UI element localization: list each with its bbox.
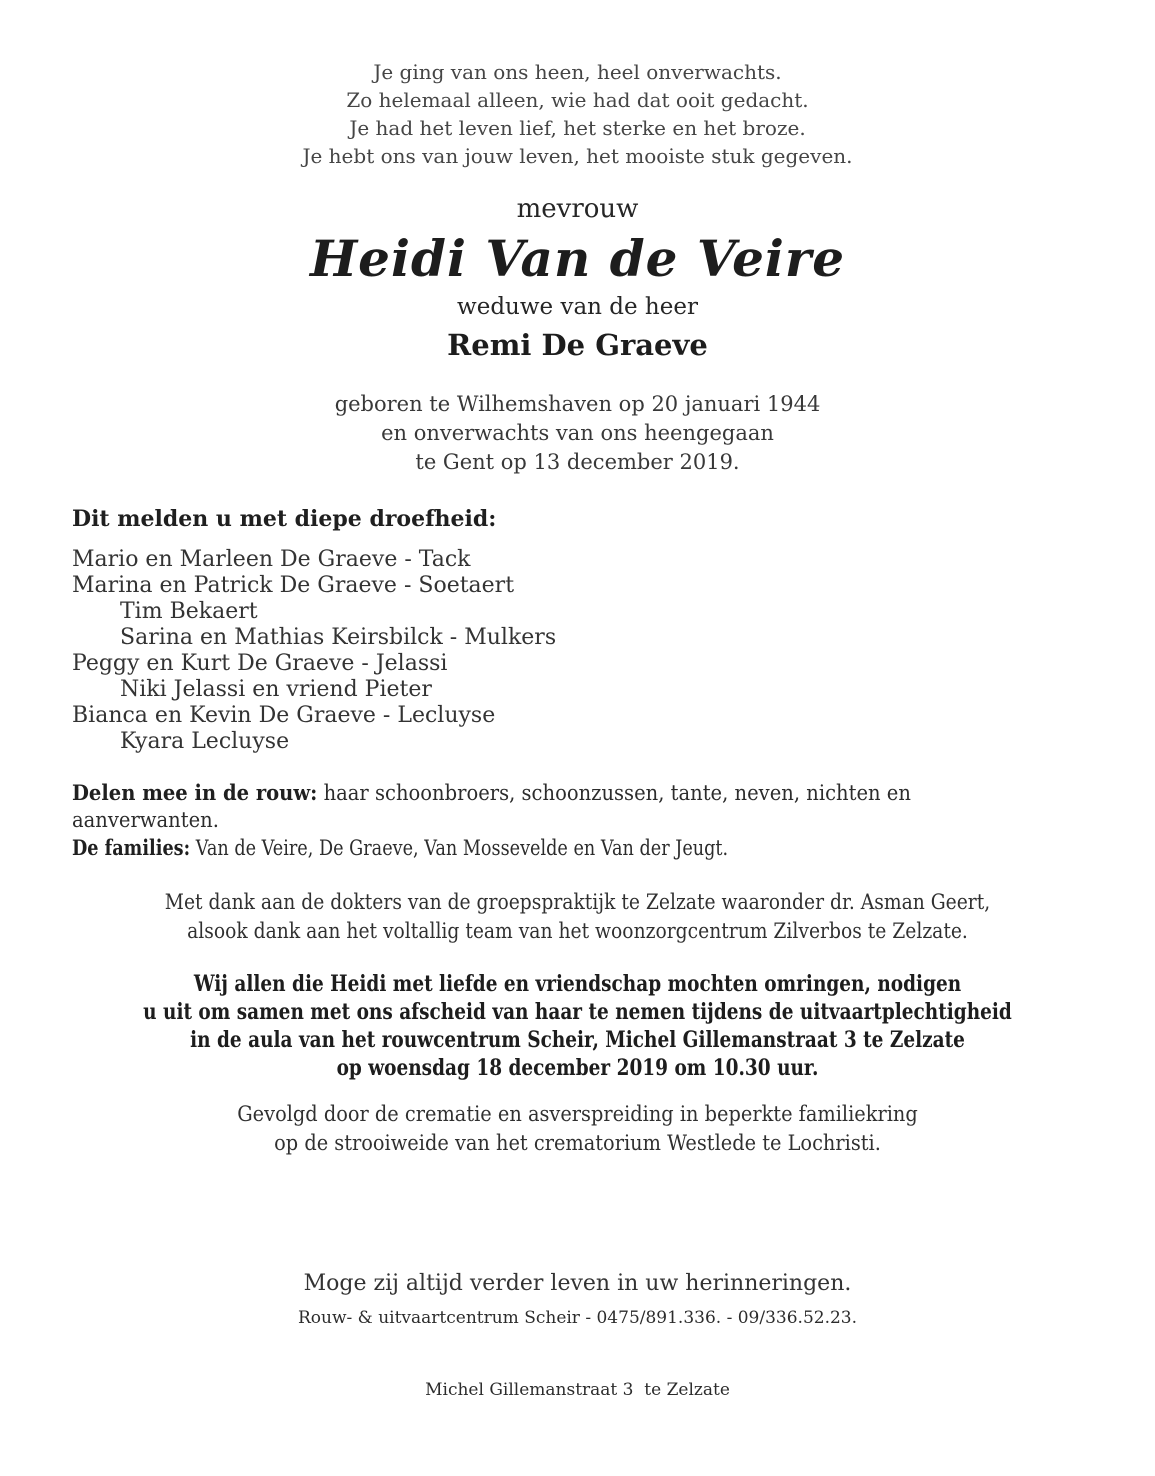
poem-line: Je ging van ons heen, heel onverwachts.: [373, 60, 782, 84]
family-member: Marina en Patrick De Graeve - Soetaert: [72, 573, 515, 598]
death-line-2: te Gent op 13 december 2019.: [415, 450, 740, 474]
acknowledgements: [75, 888, 1080, 946]
family-member: Mario en Marleen De Graeve - Tack: [72, 547, 471, 572]
invitation-line: in de aula van het rouwcentrum Scheir, Michel Gillemanstraat 3 te Zelzate: [190, 1027, 965, 1053]
poem-line: Zo helemaal alleen, wie had dat ooit gedacht.: [346, 88, 809, 112]
family-member: Peggy en Kurt De Graeve - Jelassi: [72, 651, 448, 676]
thanks-line: alsook dank aan het voltallig team van het woonzorgcentrum Zilverbos te Zelzate.: [187, 919, 968, 944]
mourning-label: Delen mee in de rouw:: [72, 780, 318, 805]
mourning-text: haar schoonbroers, schoonzussen, tante, neven, nichten en aanverwanten.: [72, 781, 911, 832]
poem: [0, 0, 1155, 170]
family-announcement: [72, 505, 1083, 755]
poem-line: Je had het leven lief, het sterke en het broze.: [349, 116, 806, 140]
families-line: [72, 834, 921, 862]
families-label: De families:: [72, 835, 191, 860]
mourning-line: [72, 779, 1012, 834]
cremation-notice: [58, 1100, 1098, 1158]
family-list: [72, 547, 1083, 755]
family-member: Bianca en Kevin De Graeve - Lecluyse: [72, 703, 496, 728]
cremation-line: op de strooiweide van het crematorium Westlede te Lochristi.: [274, 1131, 881, 1156]
announcement-heading: Dit melden u met diepe droefheid:: [72, 506, 497, 532]
family-member: Niki Jelassi en vriend Pieter: [120, 677, 432, 702]
spouse-name: Remi De Graeve: [447, 328, 708, 362]
funeral-home-footer: [0, 1258, 1155, 1450]
footer-contact-line: Rouw- & uitvaartcentrum Scheir - 0475/891.336. - 09/336.52.23.: [297, 1308, 858, 1328]
birth-line: geboren te Wilhemshaven op 20 januari 1944: [334, 392, 821, 416]
death-line-1: en onverwachts van ons heengegaan: [381, 421, 774, 445]
family-member: Kyara Lecluyse: [120, 729, 290, 754]
deceased-header: [0, 194, 1155, 364]
invitation-line: Wij allen die Heidi met liefde en vriendschap mochten omringen, nodigen: [193, 971, 962, 997]
invitation-line: u uit om samen met ons afscheid van haar te nemen tijdens de uitvaartplechtigheid: [143, 999, 1012, 1025]
life-dates: [0, 390, 1155, 477]
mourning-relatives: [72, 779, 1083, 862]
families-text: Van de Veire, De Graeve, Van Mossevelde en Van der Jeugt.: [190, 836, 729, 860]
invitation-line: op woensdag 18 december 2019 om 10.30 uur.: [336, 1055, 819, 1081]
cremation-line: Gevolgd door de crematie en asverspreiding in beperkte familiekring: [237, 1102, 918, 1127]
relation-line: weduwe van de heer: [457, 294, 698, 320]
salutation: mevrouw: [516, 194, 639, 224]
deceased-name: Heidi Van de Veire: [309, 229, 846, 288]
footer-address-line: Michel Gillemanstraat 3 te Zelzate: [425, 1380, 730, 1400]
poem-line: Je hebt ons van jouw leven, het mooiste stuk gegeven.: [302, 144, 853, 168]
funeral-invitation: [92, 970, 1062, 1082]
family-member: Sarina en Mathias Keirsbilck - Mulkers: [120, 625, 557, 650]
closing-sentence: Moge zij altijd verder leven in uw herinneringen.: [303, 1271, 852, 1296]
family-member: Tim Bekaert: [120, 599, 258, 624]
thanks-line: Met dank aan de dokters van de groepspraktijk te Zelzate waaronder dr. Asman Geert,: [164, 890, 991, 915]
